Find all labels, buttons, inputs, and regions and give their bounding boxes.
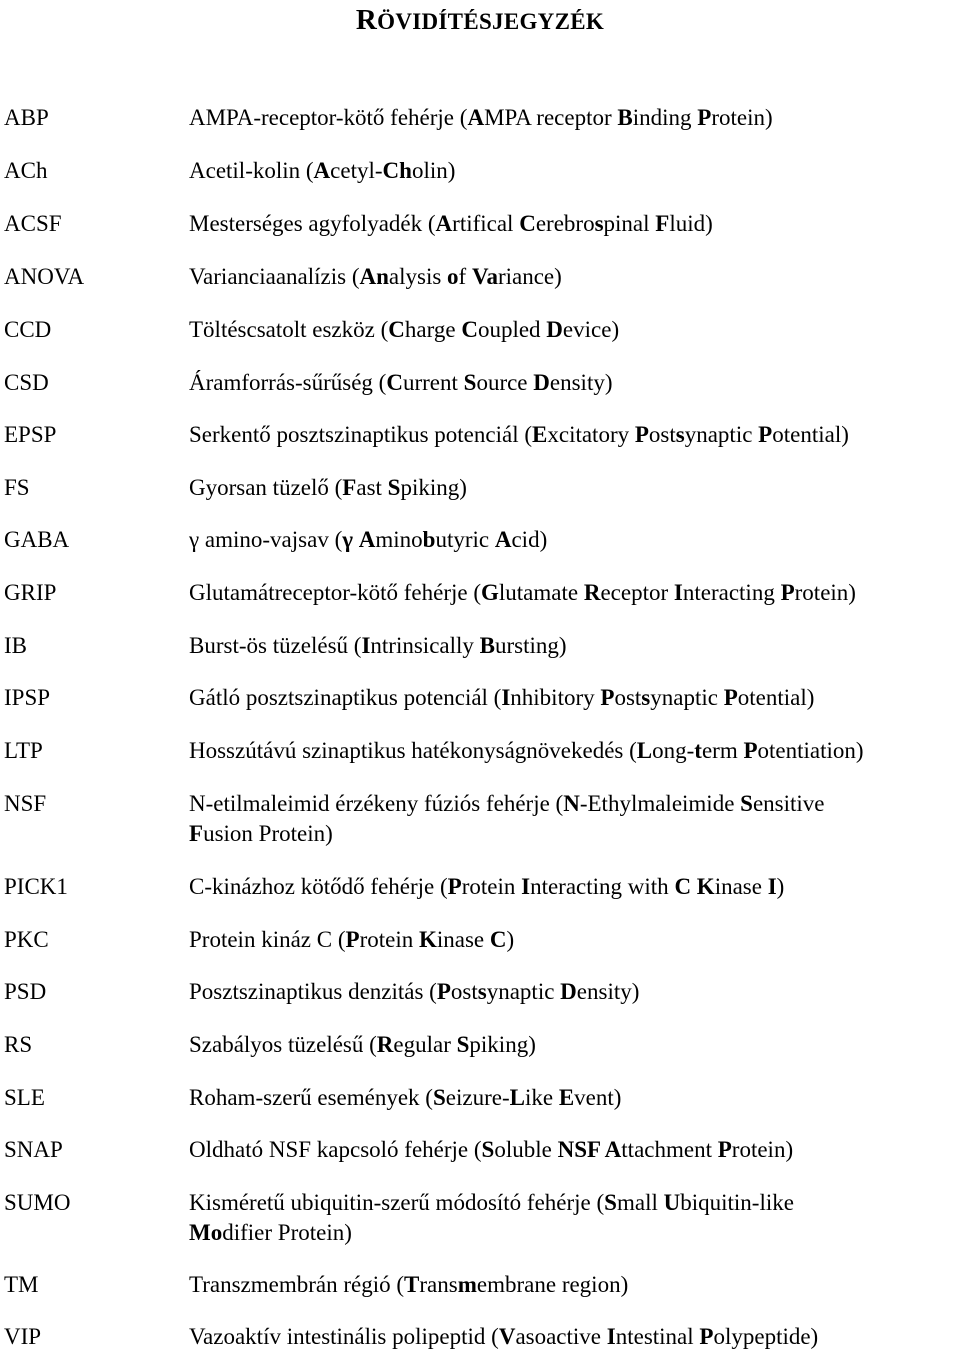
abbreviation-term: VIP [4,1324,42,1349]
abbreviation-term: IPSP [4,685,51,710]
abbreviation-definition: Vazoaktív intestinális polipeptid (Vasoactive Intestinal Polypeptide) [189,1324,819,1349]
abbreviation-definition: N-etilmaleimid érzékeny fúziós fehérje (N-Ethylmaleimide Sensitive Fusion Protein) [189,791,825,846]
abbreviation-term: CSD [4,370,49,395]
abbreviation-definition: Áramforrás-sűrűség (Current Source Density) [189,370,613,395]
abbreviation-term: FS [4,475,30,500]
abbreviation-definition: Glutamátreceptor-kötő fehérje (Glutamate Receptor Interacting Protein) [189,580,856,605]
abbreviation-definition: Varianciaanalízis (Analysis of Variance) [189,264,562,289]
page-title: RÖVIDÍTÉSJEGYZÉK [355,4,605,36]
abbreviation-definition: Mesterséges agyfolyadék (Artifical Cerebrospinal Fluid) [189,211,713,236]
abbreviation-definition: Gátló posztszinaptikus potenciál (Inhibitory Postsynaptic Potential) [189,685,815,710]
abbreviation-definition: AMPA-receptor-kötő fehérje (AMPA receptor Binding Protein) [189,105,773,130]
abbreviation-term: TM [4,1272,39,1297]
abbreviation-term: RS [4,1032,33,1057]
abbreviation-term: ACSF [4,211,62,236]
abbreviation-definition: Burst-ös tüzelésű (Intrinsically Bursting) [189,633,567,658]
abbreviation-term: PICK1 [4,874,68,899]
abbreviation-term: SUMO [4,1190,71,1215]
abbreviation-definition: Posztszinaptikus denzitás (Postsynaptic Density) [189,979,640,1004]
abbreviation-definition: Szabályos tüzelésű (Regular Spiking) [189,1032,536,1057]
abbreviation-definition: Acetil-kolin (Acetyl-Cholin) [189,158,456,183]
abbreviation-term: GRIP [4,580,57,605]
abbreviation-term: NSF [4,791,47,816]
abbreviation-term: ANOVA [4,264,85,289]
abbreviation-term: IB [4,633,27,658]
abbreviation-term: PSD [4,979,47,1004]
abbreviation-term: CCD [4,317,52,342]
abbreviation-definition: Roham-szerű események (Seizure-Like Event) [189,1085,622,1110]
abbreviation-term: LTP [4,738,43,763]
abbreviation-term: GABA [4,527,70,552]
abbreviation-term: ACh [4,158,48,183]
abbreviation-term: ABP [4,105,49,130]
abbreviation-definition: γ amino-vajsav (γ Aminobutyric Acid) [189,527,548,552]
abbreviation-definition: Oldható NSF kapcsoló fehérje (Soluble NSF Attachment Protein) [189,1137,794,1162]
abbreviation-term: SNAP [4,1137,63,1162]
abbreviation-definition: Protein kináz C (Protein Kinase C) [189,927,515,952]
abbreviation-definition: Gyorsan tüzelő (Fast Spiking) [189,475,467,500]
abbreviation-term: PKC [4,927,49,952]
abbreviation-definition: Serkentő posztszinaptikus potenciál (Excitatory Postsynaptic Potential) [189,422,849,447]
abbreviation-term: SLE [4,1085,45,1110]
abbreviation-definition: Töltéscsatolt eszköz (Charge Coupled Device) [189,317,620,342]
abbreviation-definition: Kisméretű ubiquitin-szerű módosító fehérje (Small Ubiquitin-like Modifier Protein) [189,1190,794,1245]
abbreviation-definition: Hosszútávú szinaptikus hatékonyságnövekedés (Long-term Potentiation) [189,738,864,763]
abbreviation-definition: C-kinázhoz kötődő fehérje (Protein Interacting with C Kinase I) [189,874,785,899]
abbreviation-definition: Transzmembrán régió (Transmembrane region) [189,1272,629,1297]
abbreviation-term: EPSP [4,422,57,447]
